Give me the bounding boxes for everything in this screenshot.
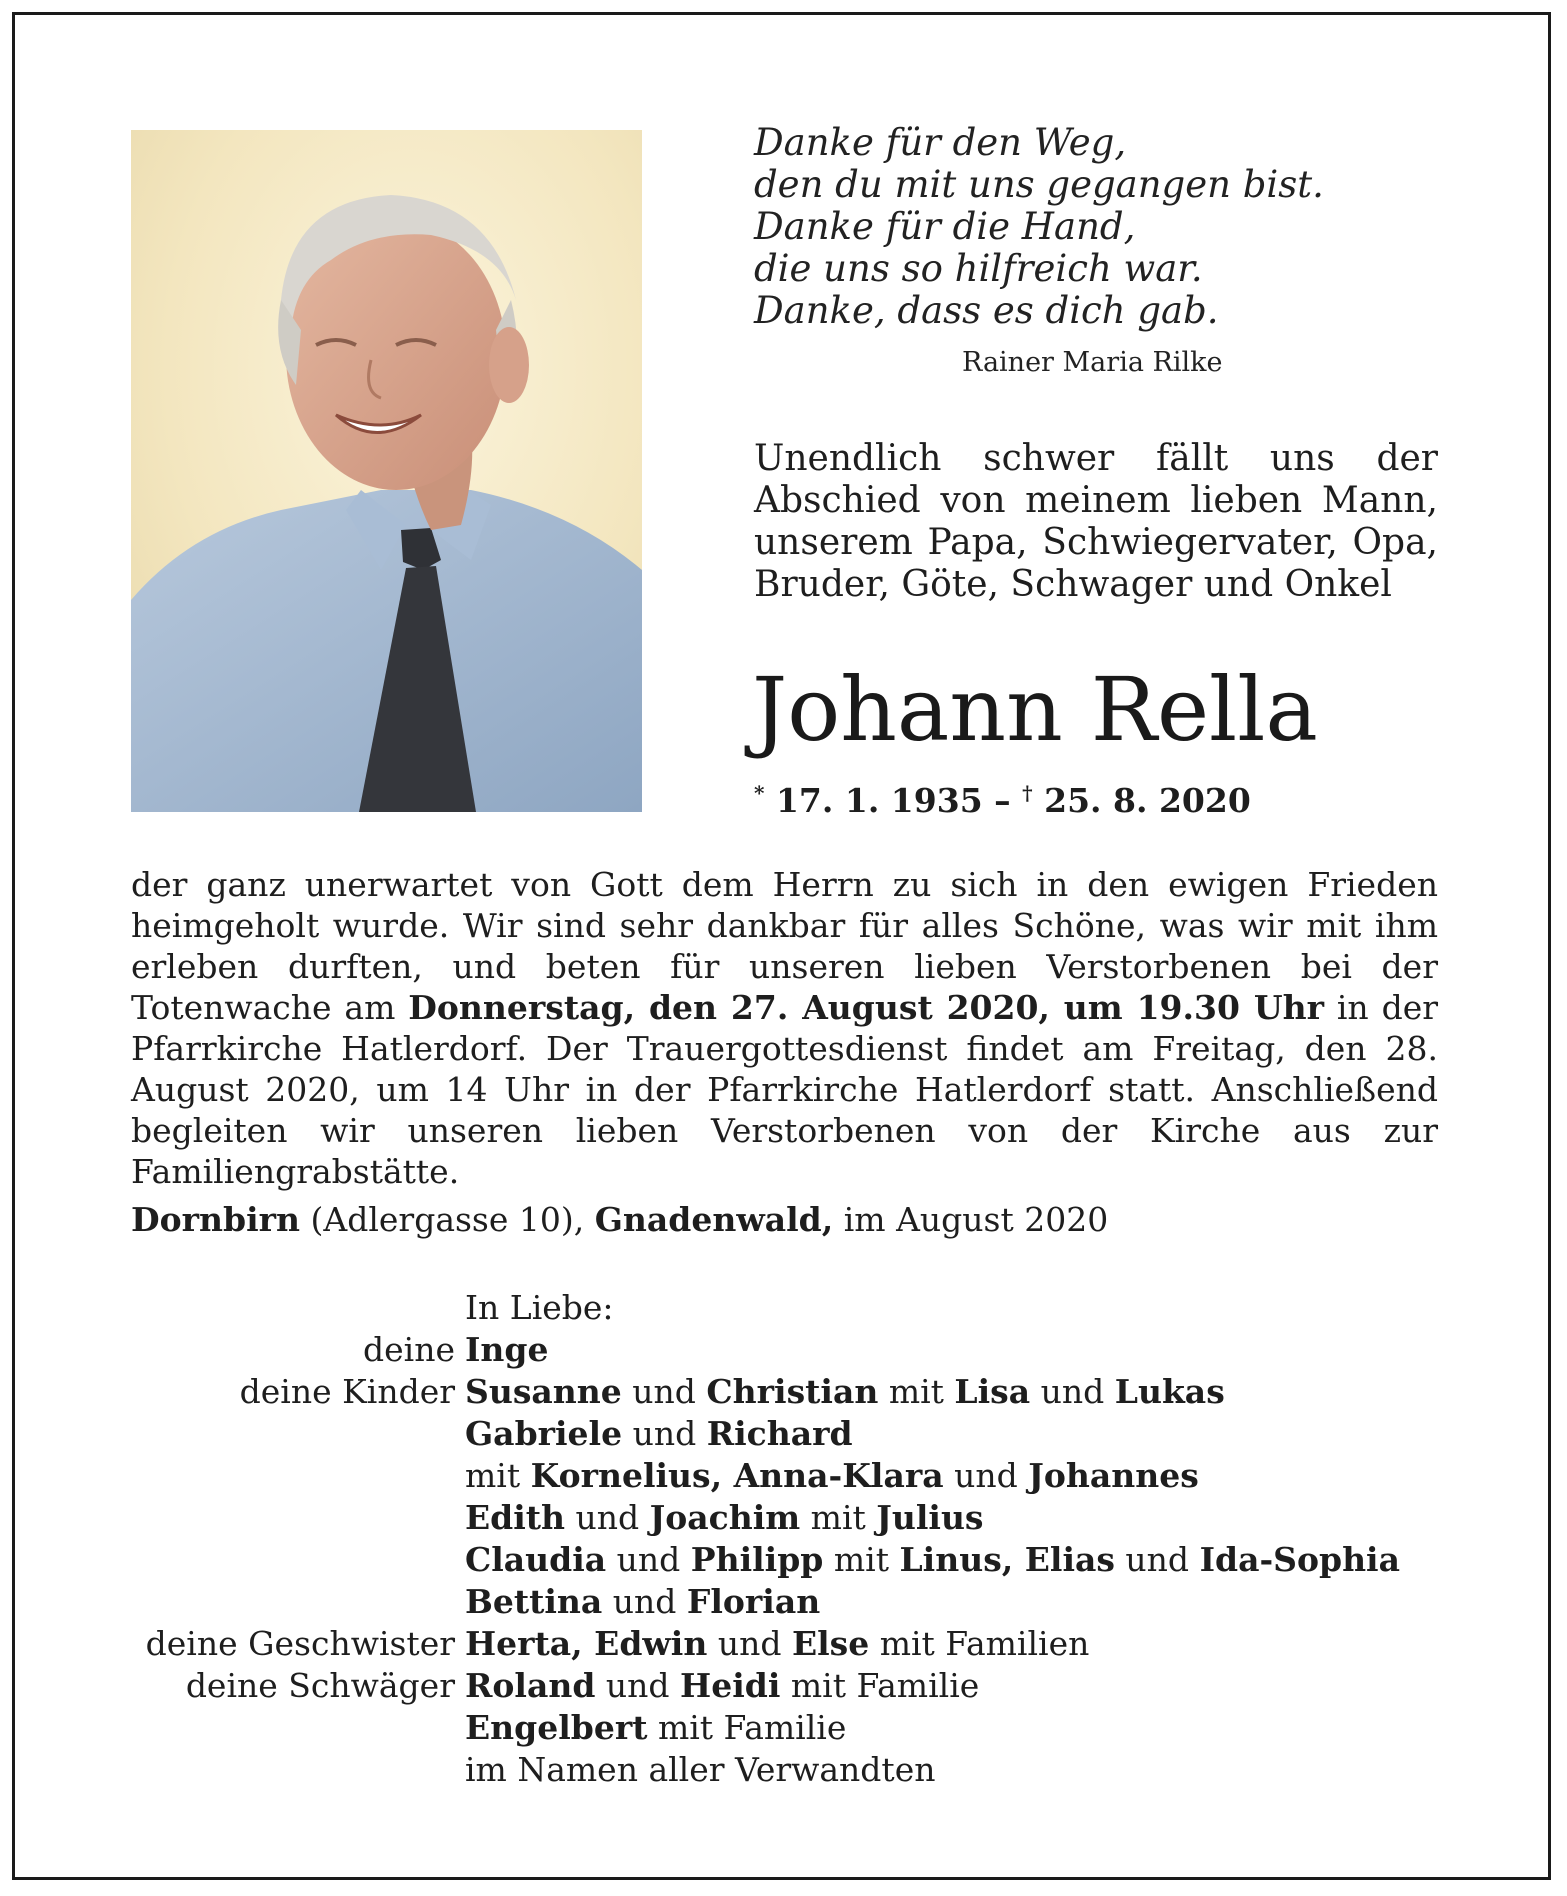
signature-name-bold: Johannes <box>1028 1456 1199 1495</box>
signature-row <box>0 1330 1567 1372</box>
signature-name-bold: Philipp <box>690 1540 824 1579</box>
death-symbol: † <box>1022 781 1033 805</box>
poem-line: den du mit uns gegangen bist. <box>754 163 1324 206</box>
signature-names <box>465 1708 846 1747</box>
date-dash: – <box>994 781 1011 820</box>
signature-text: und <box>602 1582 687 1621</box>
signature-name-bold: Roland <box>465 1666 596 1705</box>
signature-text: mit Familien <box>869 1624 1090 1663</box>
signature-name-bold: Ida-Sophia <box>1199 1540 1400 1579</box>
signature-names <box>465 1666 979 1705</box>
signature-text: und <box>1114 1540 1200 1579</box>
place-second-city: Gnadenwald, <box>594 1200 834 1239</box>
poem-author: Rainer Maria Rilke <box>962 347 1223 378</box>
signature-row <box>0 1666 1567 1708</box>
poem-line: die uns so hilfreich war. <box>754 247 1203 290</box>
signature-names <box>465 1456 1199 1495</box>
signature-names <box>465 1750 935 1789</box>
signature-name-bold: Herta, Edwin <box>465 1624 708 1663</box>
signature-row <box>0 1750 1567 1792</box>
signature-role: deine Schwäger <box>185 1666 455 1705</box>
signature-text: und <box>595 1666 681 1705</box>
signature-name-bold: Kornelius, Anna-Klara <box>530 1456 944 1495</box>
signature-role: deine <box>363 1330 455 1369</box>
signature-row <box>0 1414 1567 1456</box>
signature-row <box>0 1498 1567 1540</box>
signature-row <box>0 1582 1567 1624</box>
signature-name-bold: Gabriele <box>465 1414 623 1453</box>
signature-names <box>465 1582 820 1621</box>
signature-text: mit <box>878 1372 955 1411</box>
signature-name-bold: Edith <box>465 1498 565 1537</box>
signature-name-bold: Joachim <box>649 1498 801 1537</box>
signature-row <box>0 1372 1567 1414</box>
signature-names <box>465 1624 1089 1663</box>
place-city: Dornbirn <box>131 1200 300 1239</box>
signature-name-bold: Inge <box>465 1330 549 1369</box>
signature-name-bold: Julius <box>876 1498 984 1537</box>
poem-line: Danke, dass es dich gab. <box>754 289 1219 332</box>
birth-date: 17. 1. 1935 <box>775 781 983 820</box>
signature-text: mit <box>823 1540 900 1579</box>
signature-row <box>0 1708 1567 1750</box>
signature-text: mit Familie <box>780 1666 980 1705</box>
signature-text: im Namen aller Verwandten <box>465 1750 936 1789</box>
signature-row <box>0 1540 1567 1582</box>
signature-text: mit Familie <box>647 1708 847 1747</box>
signature-name-bold: Bettina <box>465 1582 603 1621</box>
signature-name-bold: Engelbert <box>465 1708 648 1747</box>
signature-name-bold: Christian <box>706 1372 879 1411</box>
intro-text: Unendlich schwer fällt uns der Abschied von meinem lieben Mann, unserem Papa, Schwiegervater, Opa, Bruder, Göte, Schwager und Onkel <box>754 438 1438 605</box>
signature-name-bold: Else <box>791 1624 870 1663</box>
place-address: (Adlergasse 10), <box>310 1200 585 1239</box>
signature-text: und <box>565 1498 650 1537</box>
death-date: 25. 8. 2020 <box>1044 781 1251 820</box>
portrait-photo <box>131 130 642 812</box>
signature-text: mit <box>465 1456 531 1495</box>
announcement-body <box>131 864 1438 1192</box>
place-date <box>131 1200 1108 1239</box>
body-text-1: der ganz unerwartet von Gott dem Herrn zu sich in den ewigen Frieden heimgeholt wurde. Wir sind sehr dankbar für alles Schöne, was wir mit ihm erleben durften, und beten für unseren lieben Verstorbenen bei der Totenwache am <box>131 865 1438 1027</box>
signature-text: und <box>622 1414 707 1453</box>
signature-text: und <box>707 1624 792 1663</box>
signature-name-bold: Susanne <box>465 1372 622 1411</box>
life-dates <box>754 781 1251 820</box>
signature-name-bold: Linus, Elias <box>899 1540 1115 1579</box>
signature-row <box>0 1456 1567 1498</box>
signature-name-bold: Heidi <box>680 1666 781 1705</box>
signature-role: deine Geschwister <box>145 1624 455 1663</box>
signature-name-bold: Florian <box>686 1582 821 1621</box>
signature-names <box>465 1498 984 1537</box>
signature-name-bold: Lukas <box>1114 1372 1225 1411</box>
wake-date-bold: Donnerstag, den 27. August 2020, um 19.30 Uhr <box>408 988 1324 1027</box>
signature-text: mit <box>800 1498 877 1537</box>
signature-name-bold: Claudia <box>465 1540 607 1579</box>
signature-row <box>0 1624 1567 1666</box>
signature-text: und <box>606 1540 691 1579</box>
signature-names <box>465 1372 1225 1411</box>
body-text-2: in der Pfarrkirche Hatlerdorf. Der Trauergottesdienst findet am Freitag, den 28. August 2020, um 14 Uhr in der Pfarrkirche Hatlerdorf statt. Anschließend begleiten wir unseren lieben Verstorbenen von der Kirche aus zur Familiengrabstätte. <box>131 988 1438 1191</box>
poem <box>754 122 1374 332</box>
signature-heading: In Liebe: <box>465 1288 614 1327</box>
poem-line: Danke für den Weg, <box>754 121 1127 164</box>
signature-names <box>465 1330 549 1369</box>
signature-text: und <box>621 1372 707 1411</box>
signature-text: und <box>943 1456 1029 1495</box>
signature-text: und <box>1030 1372 1115 1411</box>
signature-names <box>465 1414 853 1453</box>
signature-role: deine Kinder <box>239 1372 455 1411</box>
place-date-text: im August 2020 <box>843 1200 1109 1239</box>
birth-symbol: * <box>754 781 765 805</box>
poem-line: Danke für die Hand, <box>754 205 1136 248</box>
signature-names <box>465 1540 1400 1579</box>
signature-name-bold: Lisa <box>954 1372 1031 1411</box>
signature-name-bold: Richard <box>706 1414 853 1453</box>
deceased-name: Johann Rella <box>752 658 1318 761</box>
